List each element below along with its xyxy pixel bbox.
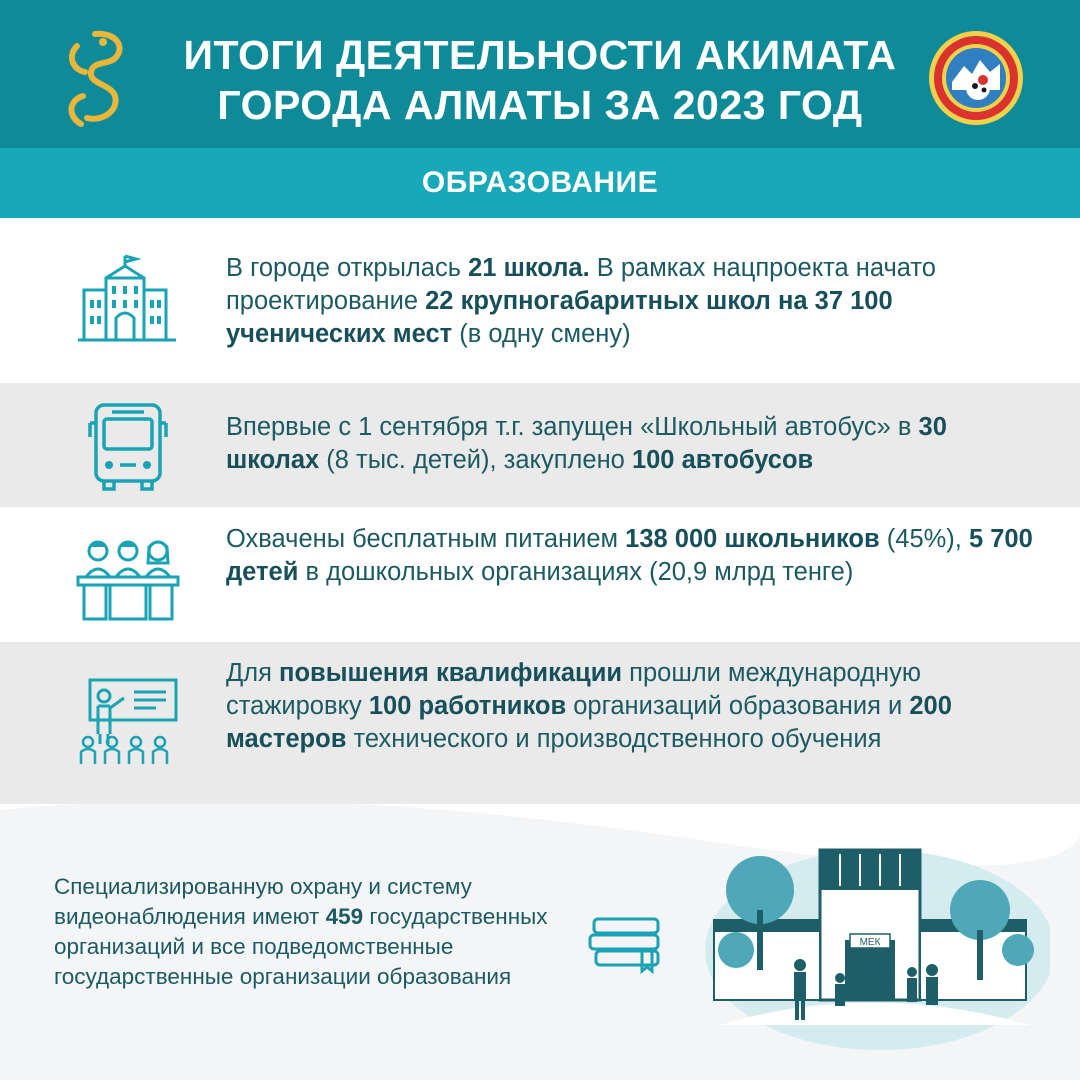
header-banner — [0, 0, 1080, 148]
highlight-text: 22 крупногабаритных школ на 37 100 ученических мест — [226, 287, 893, 348]
body-text: технического и производственного обучения — [346, 725, 882, 753]
list-item — [0, 507, 1080, 642]
bus-icon — [76, 401, 180, 491]
body-text: прошли международную стажировку — [226, 659, 922, 720]
body-text: организаций образования и — [566, 692, 910, 720]
books-icon — [586, 915, 666, 975]
highlight-text: 100 автобусов — [631, 446, 814, 474]
item-text — [226, 252, 1046, 351]
highlight-text: 459 — [325, 904, 364, 929]
body-text: (45%), — [879, 525, 969, 553]
school-building-icon — [76, 254, 180, 344]
teacher-presentation-icon — [76, 676, 180, 766]
highlight-text: 138 000 школьников — [625, 525, 880, 553]
body-text: Охвачены бесплатным питанием — [226, 525, 626, 553]
body-text: (8 тыс. детей), закуплено — [319, 446, 632, 474]
title-line-2: ГОРОДА АЛМАТЫ ЗА 2023 ГОД — [217, 82, 863, 128]
bottom-text — [54, 872, 574, 992]
item-text — [226, 411, 1046, 477]
students-at-desk-icon — [76, 533, 180, 623]
building-sign: МЕК — [859, 937, 881, 948]
body-text: Для — [226, 659, 280, 687]
page-title — [160, 30, 920, 130]
body-text: В рамках нацпроекта начато проектирование — [226, 254, 936, 315]
body-text: Специализированную охрану и систему видеонаблюдения имеют — [54, 874, 472, 929]
item-text — [226, 657, 1046, 756]
highlight-text: 100 работников — [368, 692, 567, 720]
body-text: в дошкольных организациях (20,9 млрд тенге) — [298, 558, 854, 586]
school-scene-illustration — [700, 830, 1050, 1050]
item-text — [226, 523, 1046, 589]
body-text: Впервые с 1 сентября т.г. запущен «Школьный автобус» в — [226, 413, 919, 441]
highlight-text: 21 школа. — [468, 254, 590, 282]
title-line-1: ИТОГИ ДЕЯТЕЛЬНОСТИ АКИМАТА — [183, 32, 897, 78]
snow-leopard-logo-icon — [55, 26, 135, 134]
body-text: государственных организаций и все подведомственные государственные организации образования — [54, 904, 548, 989]
highlight-text: 5 700 детей — [226, 525, 1033, 586]
body-text: (в одну смену) — [452, 320, 631, 348]
almaty-emblem-icon — [928, 30, 1024, 126]
section-title: ОБРАЗОВАНИЕ — [0, 148, 1080, 218]
list-item — [0, 383, 1080, 507]
list-item — [0, 642, 1080, 804]
highlight-text: 200 мастеров — [226, 692, 952, 753]
highlight-text: повышения квалификации — [279, 659, 623, 687]
body-text: В городе открылась — [226, 254, 469, 282]
list-item — [0, 218, 1080, 383]
highlight-text: 30 школах — [226, 413, 947, 474]
